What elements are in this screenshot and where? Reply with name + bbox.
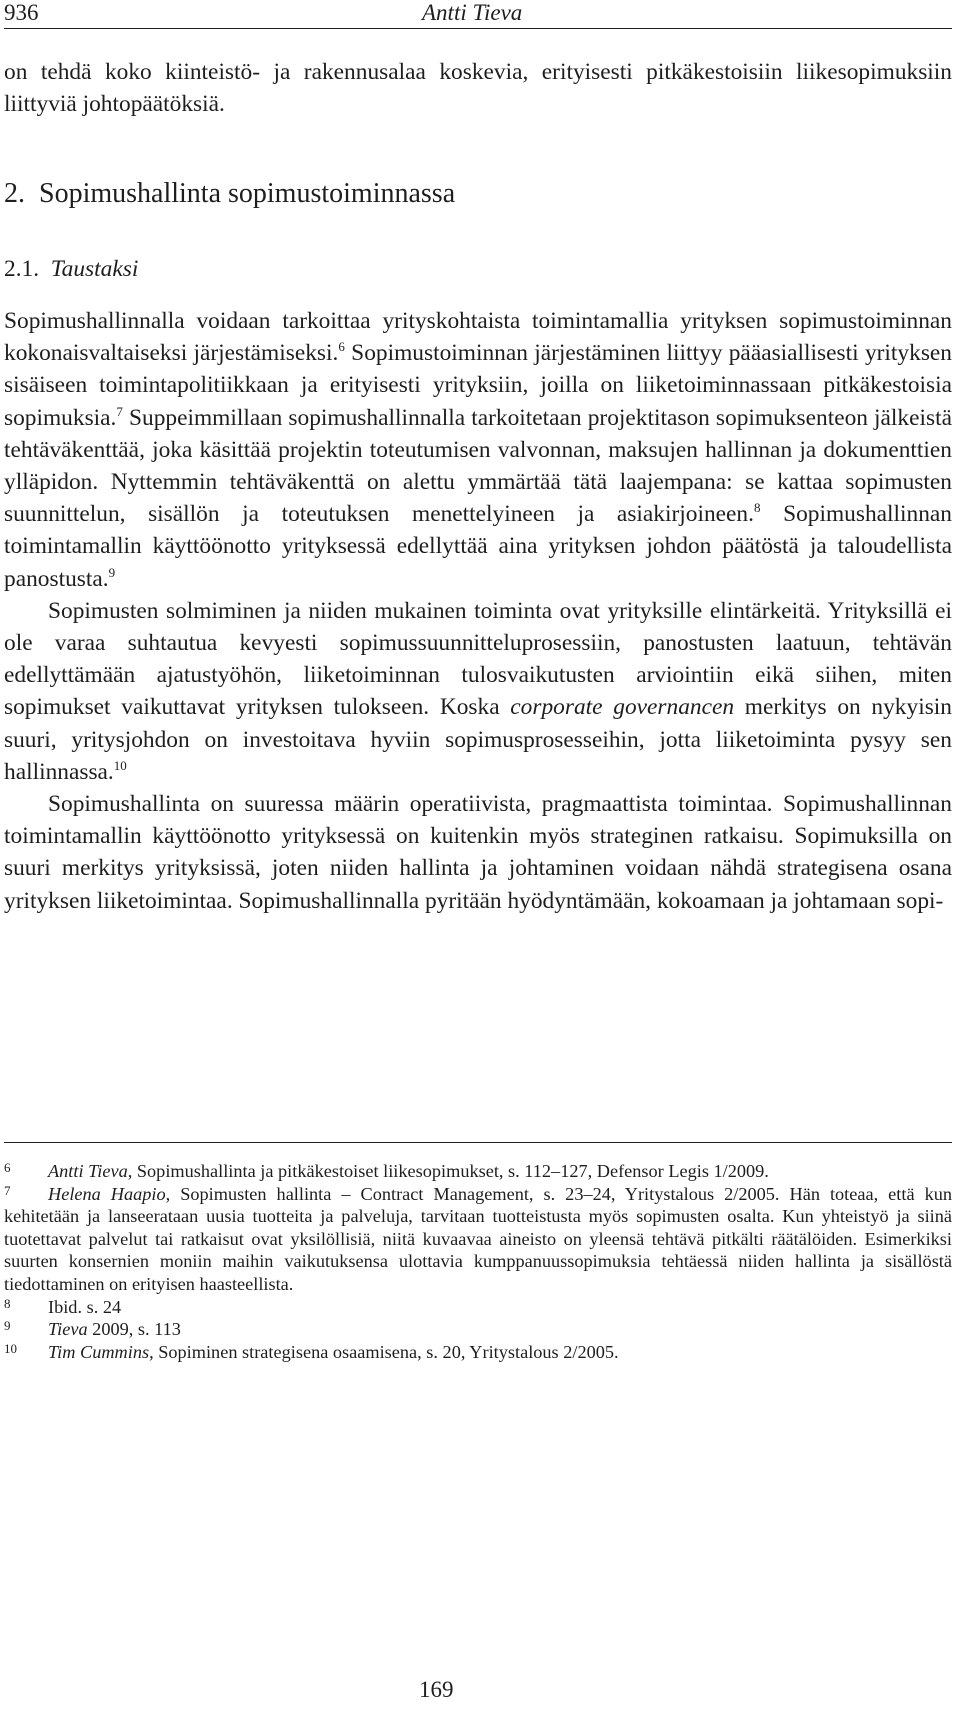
footnote-author: Helena Haapio [48, 1183, 166, 1204]
paragraph-2-emphasis: corporate governancen [510, 694, 735, 721]
subsection-heading [4, 254, 138, 284]
section-title: Sopimushallinta sopimustoiminnassa [39, 178, 456, 209]
footnote-9: 9 Tieva 2009, s. 113 [4, 1318, 181, 1340]
intro-paragraph: on tehdä koko kiinteistö- ja rakennusalaa koskevia, erityisesti pitkäkestoisiin liikesopimuksiin liittyviä johtopäätöksiä. [4, 59, 952, 118]
paragraph-1 [4, 305, 952, 595]
header-author: Antti Tieva [422, 0, 523, 25]
header-page-number: 936 [4, 0, 39, 25]
paragraph-2-part-a: Sopimusten solmiminen ja niiden mukainen toiminta ovat yrityksille elintärkeitä. Yrityksillä ei ole varaa suhtautua kevyesti sopimussuunnitteluprosessiin, panostusten laatuun, tehtävän edellyttämään ajatustyöhön, liiketoiminnan tulosvaikutusten arviointiin eikä siihen, miten sopimukset vaikuttavat yrityksen tulokseen. Koska [4, 597, 952, 721]
footnote-ref-10: 10 [113, 757, 127, 773]
running-header [4, 0, 952, 30]
paragraph-2-part-b: merkitys on nykyisin suuri, yritysjohdon on investoitava hyviin sopimusprosesseihin, jotta liiketoiminta pysyy sen hallinnassa. [4, 694, 952, 785]
footnote-author: Tieva [48, 1319, 88, 1340]
footnote-author: Tim Cummins [48, 1341, 150, 1362]
footnote-7: 7 Helena Haapio, Sopimusten hallinta – Contract Management, s. 23–24, Yritystalous 2/2005. Hän toteaa, että kun kehitetään ja lanseerataan uusia tuotteita ja palveluja, tarvitaan tuotteistusta myös sopimusten osalta. Kun yhteistyö ja siinä tuotettavat palvelut tai ratkaisut ovat yksilöllisiä, niitä kuvaavaa aineisto on yleensä tehtävä pitkälti räätälöiden. Esimerkiksi suurten konsernien moniin maihin vaikutuksensa ulottavia kumppanuussopimuksia tehtäessä niiden hallinta ja sisällöstä tiedottaminen on erityisen haasteellista. [4, 1182, 952, 1294]
subsection-number: 2.1. [4, 256, 40, 282]
footnote-text: , Sopiminen strategisena osaamisena, s. 20, Yritystalous 2/2005. [149, 1341, 619, 1362]
footnote-ref-8: 8 [753, 500, 761, 516]
section-heading [4, 178, 455, 210]
footnote-6: 6 Antti Tieva, Sopimushallinta ja pitkäkestoiset liikesopimukset, s. 112–127, Defensor Legis 1/2009. [4, 1160, 769, 1181]
footnote-ref-9: 9 [108, 564, 116, 580]
footnotes [4, 1160, 952, 1363]
paragraph-3: Sopimushallinta on suuressa määrin operatiivista, pragmaattista toimintaa. Sopimushallinnan toimintamallin käyttöönotto yrityksessä on kuitenkin myös strateginen ratkaisu. Sopimuksilla on suuri merkitys yrityksissä, joten niiden hallinta ja johtaminen voidaan nähdä strategisena osana yrityksen liiketoimintaa. Sopimushallinnalla pyritään hyödyntämään, kokoamaan ja johtamaan sopi- [4, 791, 952, 914]
footnote-rule [4, 1142, 952, 1143]
footnote-8: 8 Ibid. s. 24 [4, 1295, 122, 1317]
paragraph-1-part-b: Sopimustoiminnan järjestäminen liittyy pääasiallisesti yrityksen sisäiseen toimintapolitiikkaan ja erityisesti yrityksiin, joilla on liiketoiminnassaan pitkäkestoisia sopimuksia. [4, 340, 953, 431]
footnote-text: , Sopimushallinta ja pitkäkestoiset liikesopimukset, s. 112–127, Defensor Legis 1/2009. [127, 1161, 769, 1181]
footnote-10: 10 Tim Cummins, Sopiminen strategisena osaamisena, s. 20, Yritystalous 2/2005. [4, 1340, 619, 1362]
header-rule [4, 28, 952, 29]
footnote-text: Ibid. s. 24 [48, 1296, 122, 1317]
subsection-title: Taustaksi [50, 256, 139, 282]
footnote-ref-6: 6 [338, 339, 345, 355]
paragraph-1-part-a: Sopimushallinnalla voidaan tarkoittaa yrityskohtaista toimintamallia yrityksen sopimustoiminnan kokonaisvaltaiseksi järjestämiseksi. [4, 308, 952, 367]
footnote-text: 2009, s. 113 [87, 1319, 181, 1340]
paragraph-2 [4, 595, 952, 788]
paragraph-1-part-c: Suppeimmillaan sopimushallinnalla tarkoitetaan projektitason sopimuksenteon jälkeistä tehtäväkenttää, joka käsittää projektin toteutumisen valvonnan, maksujen hallinnan ja dokumenttien ylläpidon. Nyttemmin tehtäväkenttä on alettu ymmärtää tätä laajempana: se kattaa sopimusten suunnittelun, sisällön ja toteutuksen menettelyineen ja asiakirjoineen. [4, 404, 952, 528]
footnote-ref-7: 7 [116, 403, 123, 419]
intro-text [4, 56, 952, 121]
footer-page-number: 169 [419, 1677, 454, 1702]
paragraph-1-part-d: Sopimushallinnan toimintamallin käyttöönotto yrityksessä edellyttää aina yrityksen johdon päätöstä ja taloudellista panostusta. [4, 501, 952, 592]
section-number: 2. [4, 178, 25, 209]
footnote-author: Antti Tieva [48, 1161, 128, 1181]
main-text [4, 305, 952, 917]
footnote-text: , Sopimusten hallinta – Contract Management, s. 23–24, Yritystalous 2/2005. Hän toteaa, että kun kehitetään ja lanseerataan uusia tuotteita ja palveluja, tarvitaan tuotteistusta myös sopimusten osalta. Kun yhteistyö ja siinä tuotettavat palvelut tai ratkaisut ovat yksilöllisiä, niitä kuvaavaa aineisto on yleensä tehtävä pitkälti räätälöiden. Esimerkiksi suurten konsernien moniin maihin vaikutuksensa ulottavia kumppanuussopimuksia tehtäessä niiden hallinta ja sisällöstä tiedottaminen on erityisen haasteellista. [4, 1183, 952, 1294]
